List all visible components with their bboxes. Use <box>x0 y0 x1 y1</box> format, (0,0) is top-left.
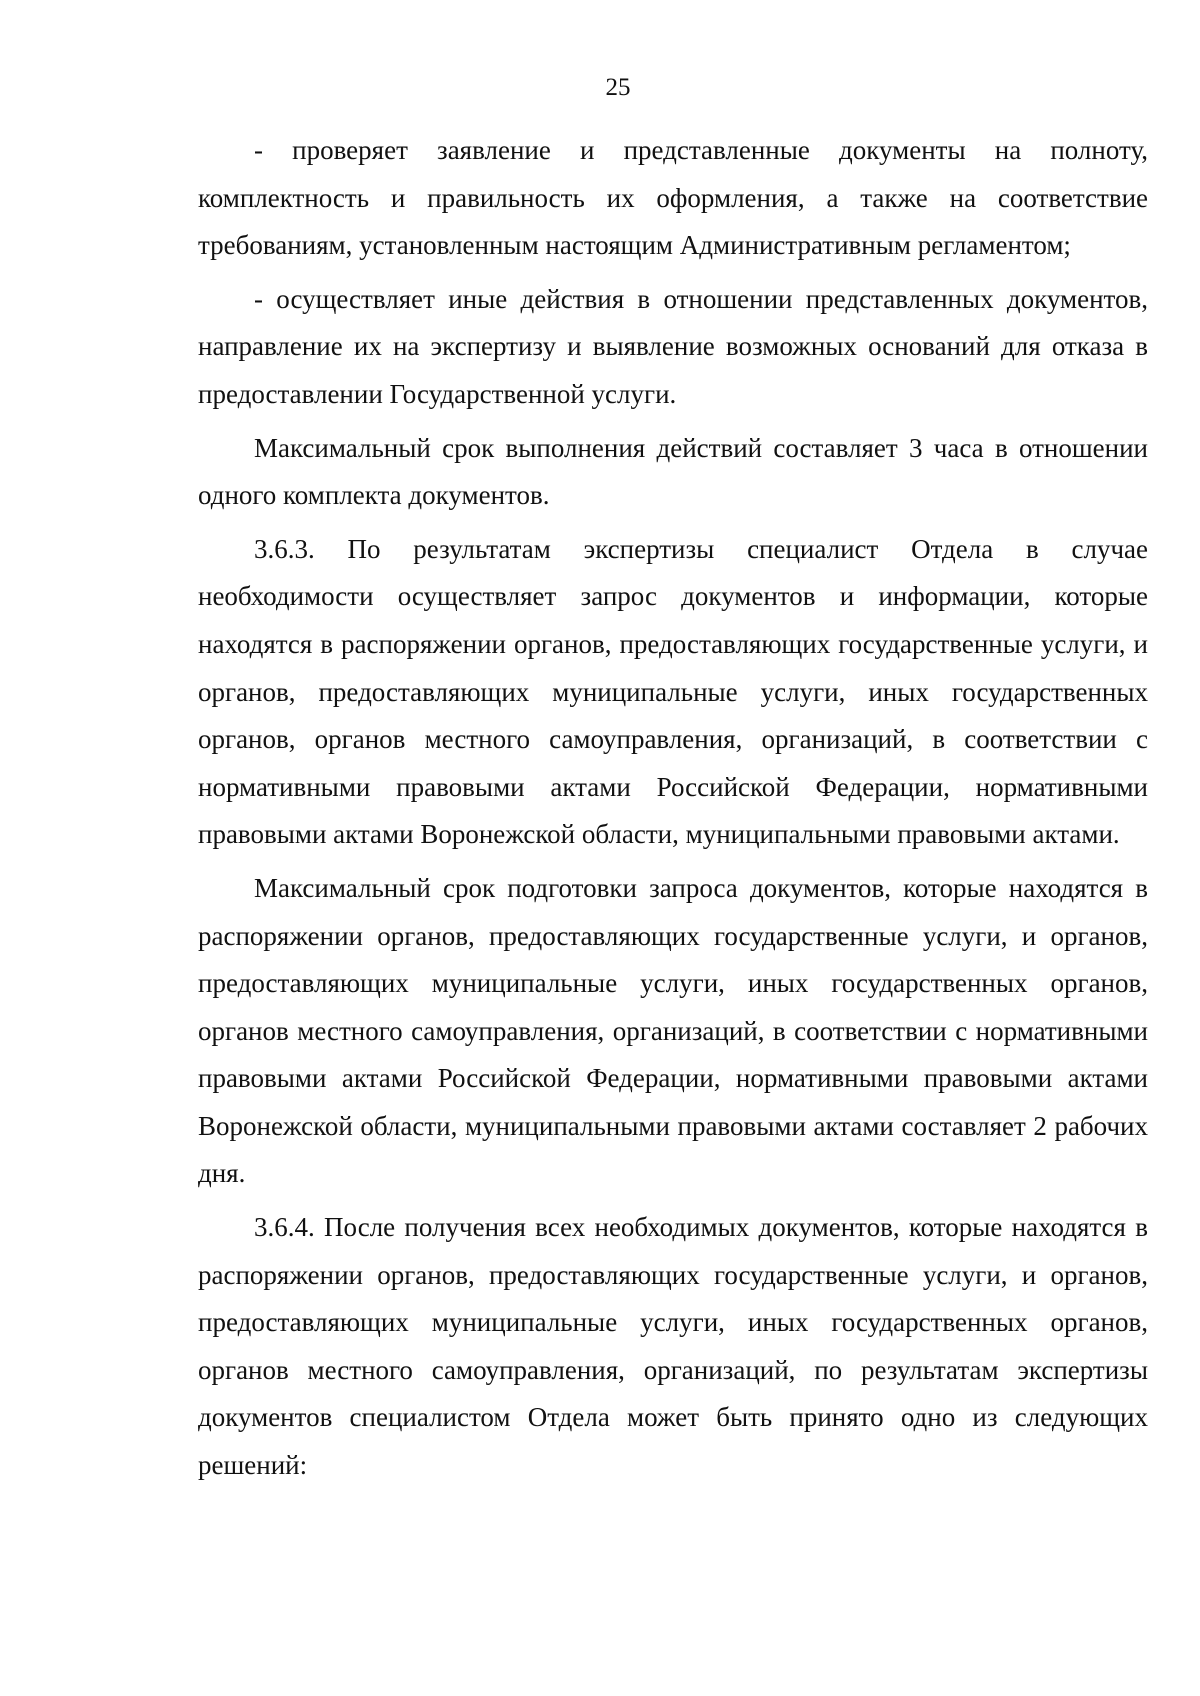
paragraph-section-3-6-4: 3.6.4. После получения всех необходимых документов, которые находятся в распоряжении органов, предоставляющих государственные услуги, и органов, предоставляющих муниципальные услуги, иных государственных органов, органов местного самоуправления, организаций, по результатам экспертизы документов специалистом Отдела может быть принято одно из следующих решений: <box>198 1212 1148 1481</box>
paragraph-max-time-request: Максимальный срок подготовки запроса документов, которые находятся в распоряжении органов, предоставляющих государственные услуги, и органов, предоставляющих муниципальные услуги, иных государственных органов, органов местного самоуправления, организаций, в соответствии с нормативными правовыми актами Российской Федерации, нормативными правовыми актами Воронежской области, муниципальными правовыми актами составляет 2 рабочих дня. <box>198 872 1148 1189</box>
paragraph-max-time-actions: Максимальный срок выполнения действий составляет 3 часа в отношении одного комплекта документов. <box>198 432 1148 511</box>
paragraph-other-actions: - осуществляет иные действия в отношении представленных документов, направление их на экспертизу и выявление возможных оснований для отказа в предоставлении Государственной услуги. <box>198 283 1148 409</box>
page-number: 25 <box>605 74 631 101</box>
paragraph-check-application: - проверяет заявление и представленные документы на полноту, комплектность и правильность их оформления, а также на соответствие требованиям, установленным настоящим Административным регламентом; <box>198 135 1148 261</box>
document-body <box>198 127 1148 1496</box>
paragraph-section-3-6-3: 3.6.3. По результатам экспертизы специалист Отдела в случае необходимости осуществляет запрос документов и информации, которые находятся в распоряжении органов, предоставляющих государственные услуги, и органов, предоставляющих муниципальные услуги, иных государственных органов, органов местного самоуправления, организаций, в соответствии с нормативными правовыми актами Российской Федерации, нормативными правовыми актами Воронежской области, муниципальными правовыми актами. <box>198 533 1148 850</box>
